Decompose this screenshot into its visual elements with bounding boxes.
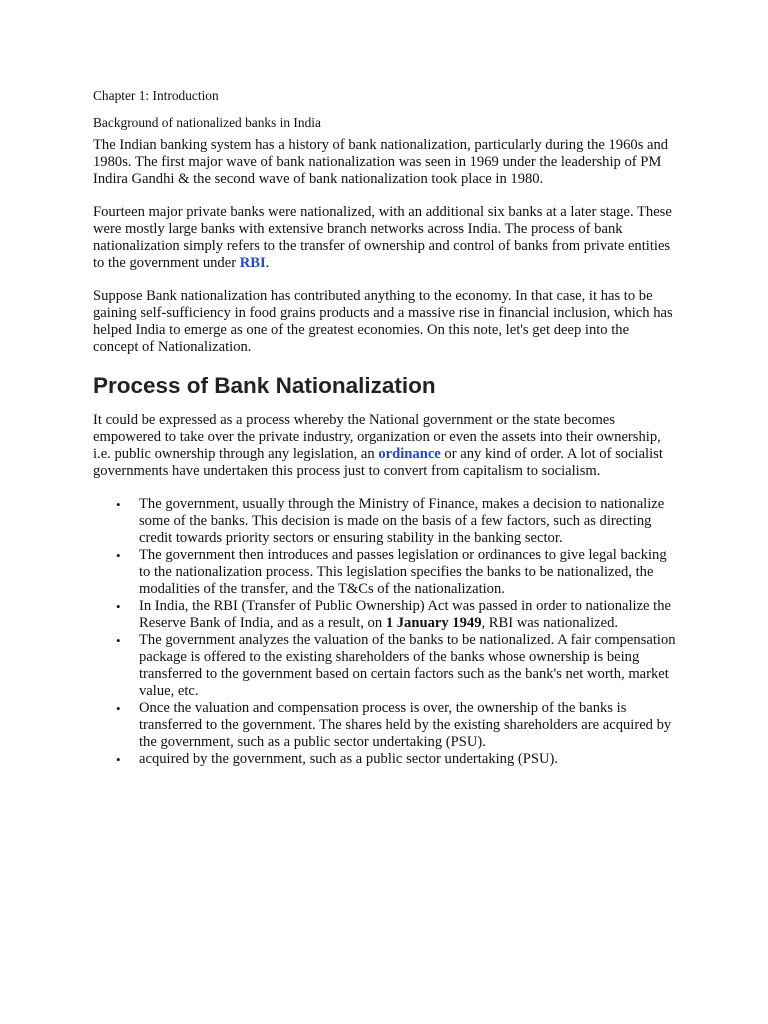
intro-paragraph-2: [93, 204, 677, 272]
bullet-icon: •: [116, 497, 121, 512]
ordinance-link[interactable]: ordinance: [378, 446, 441, 462]
list-item: [93, 547, 677, 598]
process-intro-paragraph: [93, 412, 677, 480]
intro-paragraph-1: The Indian banking system has a history of bank nationalization, particularly during the 1960s and 1980s. The first major wave of bank nationalization was seen in 1969 under the leadership of PM Indira Gandhi & the second wave of bank nationalization took place in 1980.: [93, 137, 669, 187]
bullet-icon: •: [116, 701, 121, 716]
list-item-text: acquired by the government, such as a public sector undertaking (PSU).: [139, 751, 559, 767]
process-intro-tail: or any kind of order. A lot of socialist governments have undertaken this process just to convert from capitalism to socialism.: [93, 446, 663, 479]
process-steps-list: [93, 496, 677, 768]
list-item: [93, 598, 677, 632]
list-item: [93, 700, 677, 751]
list-item-text: The government analyzes the valuation of the banks to be nationalized. A fair compensation package is offered to the existing shareholders of the banks whose ownership is being transferred to the government based on certain factors such as the bank's net worth, market value, etc.: [139, 632, 676, 699]
bullet-icon: •: [116, 633, 121, 648]
list-item-text: In India, the RBI (Transfer of Public Ownership) Act was passed in order to nationalize the Reserve Bank of India, and as a result, on: [139, 598, 672, 631]
process-intro-text: It could be expressed as a process whereby the National government or the state becomes empowered to take over the private industry, organization or even the assets into their ownership, i.e. public ownership through any legislation, an: [93, 412, 661, 462]
intro-paragraph-3: Suppose Bank nationalization has contributed anything to the economy. In that case, it has to be gaining self-sufficiency in food grains products and a massive rise in financial inclusion, which has helped India to emerge as one of the greatest economies. On this note, let's get deep into the concept of Nationalization.: [93, 288, 673, 355]
chapter-label: Chapter 1: Introduction: [93, 88, 219, 103]
list-item-tail: , RBI was nationalized.: [481, 615, 619, 631]
list-item-text: Once the valuation and compensation process is over, the ownership of the banks is transferred to the government. The shares held by the existing shareholders are acquired by the government, such as a public sector undertaking (PSU).: [139, 700, 672, 750]
list-item-text: The government, usually through the Ministry of Finance, makes a decision to nationalize some of the banks. This decision is made on the basis of a few factors, such as directing credit towards priority sectors or ensuring stability in the banking sector.: [139, 496, 665, 546]
paragraph-2-text: Fourteen major private banks were nationalized, with an additional six banks at a later stage. These were mostly large banks with extensive branch networks across India. The process of bank nationalization simply refers to the transfer of ownership and control of banks from private entities to the government under: [93, 204, 672, 271]
section-label: Background of nationalized banks in India: [93, 115, 321, 130]
list-item-text: The government then introduces and passes legislation or ordinances to give legal backing to the nationalization process. This legislation specifies the banks to be nationalized, the modalities of the transfer, and the T&Cs of the nationalization.: [139, 547, 667, 597]
bullet-icon: •: [116, 548, 121, 563]
document-page: [93, 87, 677, 768]
rbi-link[interactable]: RBI: [239, 255, 266, 271]
list-item: [93, 496, 677, 547]
bullet-icon: •: [116, 752, 121, 767]
bullet-icon: •: [116, 599, 121, 614]
list-item: [93, 751, 677, 768]
section-heading: Process of Bank Nationalization: [93, 373, 436, 398]
paragraph-2-tail: .: [265, 255, 270, 271]
list-item: [93, 632, 677, 700]
date-emphasis: 1 January 1949: [385, 615, 482, 631]
